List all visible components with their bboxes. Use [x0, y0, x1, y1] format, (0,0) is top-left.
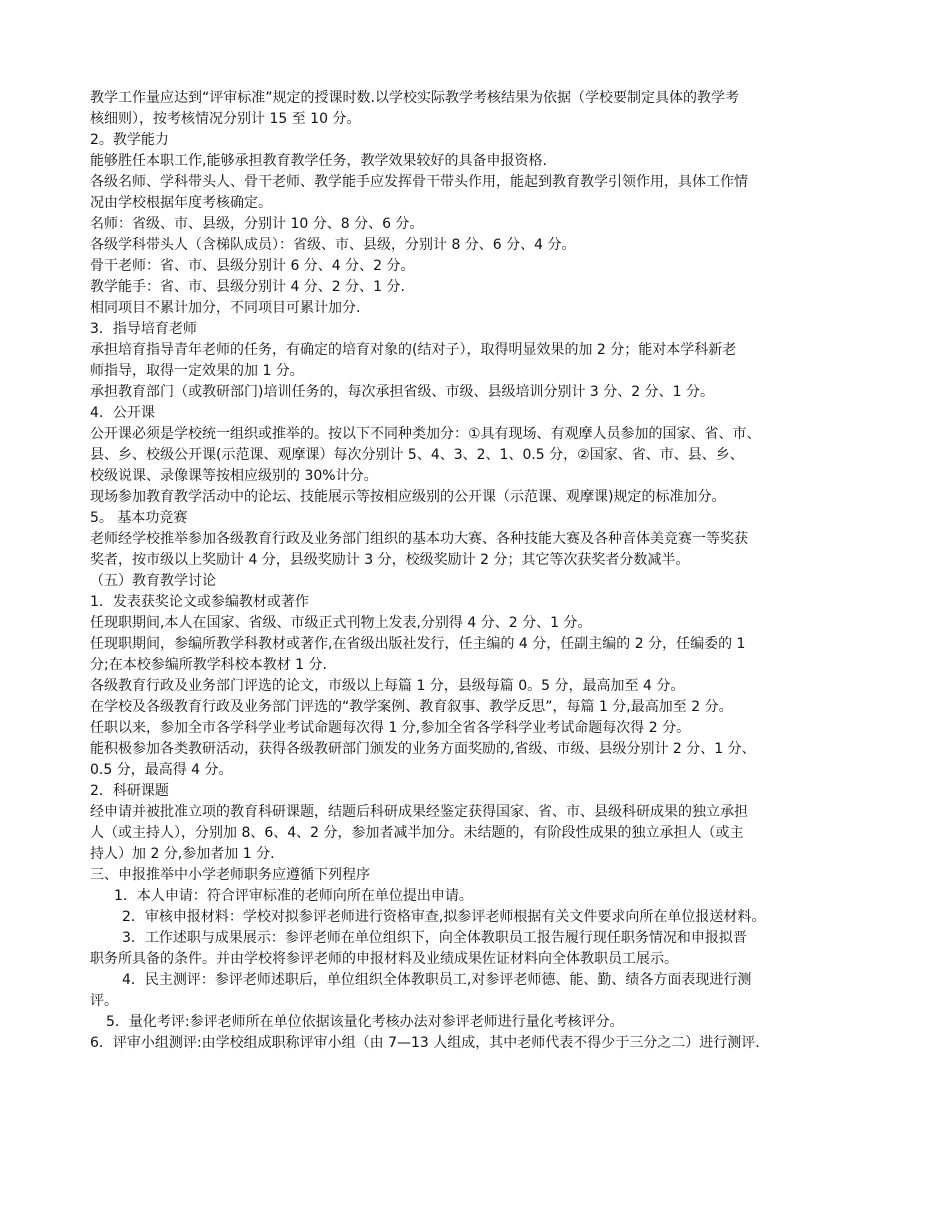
- text-line: 职务所具备的条件。并由学校将参评老师的申报材料及业绩成果佐证材料向全体教职员工展示。: [90, 951, 678, 967]
- text-line: 在学校及各级教育行政及业务部门评选的“教学案例、教育叙事、教学反思”，每篇 1 分,最高加至 2 分。: [90, 699, 733, 715]
- text-line: 奖者，按市级以上奖励计 4 分，县级奖励计 3 分，校级奖励计 2 分；其它等次获奖者分数减半。: [90, 552, 690, 568]
- text-line: 3．工作述职与成果展示：参评老师在单位组织下，向全体教职员工报告履行现任职务情况和申报拟晋: [122, 930, 747, 946]
- text-line: 6．评审小组测评:由学校组成职称评审小组（由 7—13 人组成，其中老师代表不得少于三分之二）进行测评.: [90, 1035, 760, 1051]
- text-line: 4．民主测评：参评老师述职后，单位组织全体教职员工,对参评老师德、能、勤、绩各方面表现进行测: [122, 972, 752, 988]
- text-line: 核细则），按考核情况分别计 15 至 10 分。: [90, 111, 361, 127]
- text-line: 相同项目不累计加分，不同项目可累计加分.: [90, 300, 361, 316]
- text-line: （五）教育教学讨论: [90, 573, 216, 589]
- text-line: 经申请并被批准立项的教育科研课题，结题后科研成果经鉴定获得国家、省、市、县级科研成果的独立承担: [90, 804, 748, 820]
- text-line: 任现职期间,本人在国家、省级、市级正式刊物上发表,分别得 4 分、2 分、1 分。: [90, 615, 592, 631]
- text-line: 现场参加教育教学活动中的论坛、技能展示等按相应级别的公开课（示范课、观摩课)规定的标准加分。: [90, 489, 726, 505]
- text-line: 1．本人申请：符合评审标准的老师向所在单位提出申请。: [114, 888, 473, 904]
- text-line: 2．科研课题: [90, 783, 169, 799]
- text-line: 0.5 分，最高得 4 分。: [90, 762, 233, 778]
- text-line: 能够胜任本职工作,能够承担教育教学任务，教学效果较好的具备申报资格.: [90, 153, 547, 169]
- text-line: 骨干老师：省、市、县级分别计 6 分、4 分、2 分。: [90, 258, 415, 274]
- text-line: 名师：省级、市、县级，分别计 10 分、8 分、6 分。: [90, 216, 424, 232]
- text-line: 1．发表获奖论文或参编教材或著作: [90, 594, 309, 610]
- text-line: 能积极参加各类教研活动，获得各级教研部门颁发的业务方面奖励的,省级、市级、县级分别计 2 分、1 分、: [90, 741, 756, 757]
- text-line: 5。 基本功竞赛: [90, 510, 188, 526]
- text-line: 2．审核申报材料：学校对拟参评老师进行资格审查,拟参评老师根据有关文件要求向所在单位报送材料。: [122, 909, 766, 925]
- text-line: 三、申报推举中小学老师职务应遵循下列程序: [90, 867, 370, 883]
- text-line: 教学能手：省、市、县级分别计 4 分、2 分、1 分.: [90, 279, 405, 295]
- text-line: 任现职期间，参编所教学科教材或著作,在省级出版社发行，任主编的 4 分，任副主编的 2 分，任编委的 1: [90, 636, 746, 652]
- text-line: 各级名师、学科带头人、骨干老师、教学能手应发挥骨干带头作用，能起到教育教学引领作用，具体工作情: [90, 174, 748, 190]
- text-line: 任职以来，参加全市各学科学业考试命题每次得 1 分,参加全省各学科学业考试命题每次得 2 分。: [90, 720, 691, 736]
- text-line: 4．公开课: [90, 405, 155, 421]
- text-line: 评。: [90, 993, 118, 1009]
- text-line: 公开课必须是学校统一组织或推举的。按以下不同种类加分：①具有现场、有观摩人员参加的国家、省、市、: [90, 426, 761, 442]
- text-line: 校级说课、录像课等按相应级别的 30%计分。: [90, 468, 378, 484]
- text-line: 2。教学能力: [90, 132, 169, 148]
- text-line: 持人）加 2 分,参加者加 1 分.: [90, 846, 275, 862]
- text-line: 县、乡、校级公开课(示范课、观摩课）每次分别计 5、4、3、2、1、0.5 分，②国家、省、市、县、乡、: [90, 447, 744, 463]
- text-line: 3．指导培育老师: [90, 321, 197, 337]
- text-line: 5．量化考评:参评老师所在单位依据该量化考核办法对参评老师进行量化考核评分。: [106, 1014, 624, 1030]
- text-line: 分;在本校参编所教学科校本教材 1 分.: [90, 657, 327, 673]
- text-line: 况由学校根据年度考核确定。: [90, 195, 272, 211]
- text-line: 人（或主持人），分别加 8、6、4、2 分，参加者减半加分。未结题的，有阶段性成果的独立承担人（或主: [90, 825, 744, 841]
- text-line: 承担培育指导青年老师的任务，有确定的培育对象的(结对子），取得明显效果的加 2 分；能对本学科新老: [90, 342, 737, 358]
- text-line: 承担教育部门（或教研部门)培训任务的，每次承担省级、市级、县级培训分别计 3 分、2 分、1 分。: [90, 384, 714, 400]
- text-line: 各级学科带头人（含梯队成员）：省级、市、县级，分别计 8 分、6 分、4 分。: [90, 237, 576, 253]
- text-line: 教学工作量应达到“评审标准”规定的授课时数.以学校实际教学考核结果为依据（学校要制定具体的教学考: [90, 90, 739, 106]
- text-line: 师指导，取得一定效果的加 1 分。: [90, 363, 304, 379]
- text-line: 老师经学校推举参加各级教育行政及业务部门组织的基本功大赛、各种技能大赛及各种音体美竞赛一等奖获: [90, 531, 748, 547]
- text-line: 各级教育行政及业务部门评选的论文，市级以上每篇 1 分，县级每篇 0。5 分，最高加至 4 分。: [90, 678, 685, 694]
